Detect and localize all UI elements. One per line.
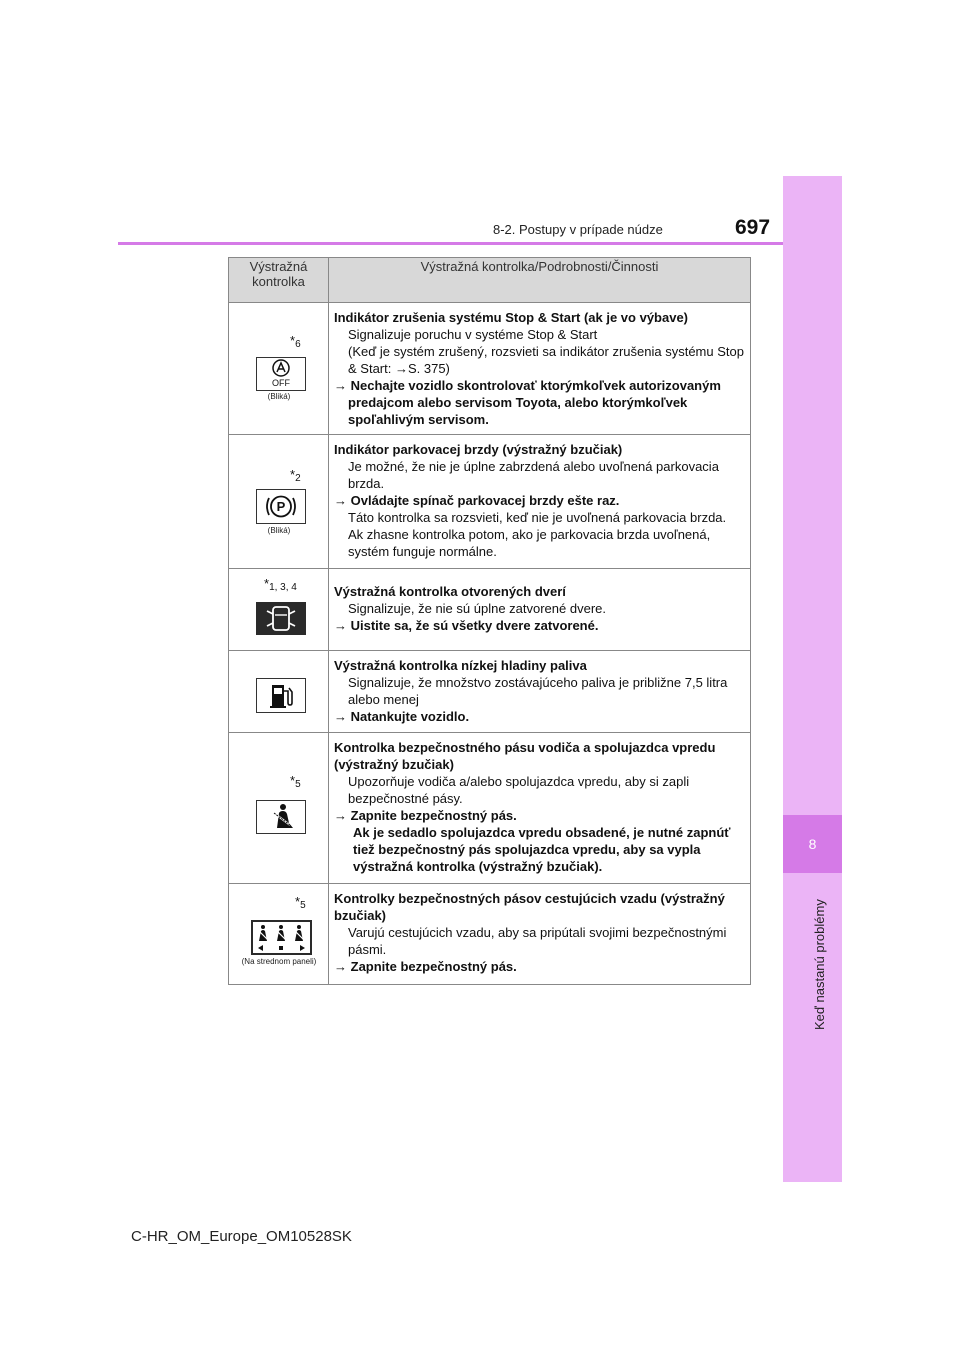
chapter-label: Keď nastanú problémy — [812, 899, 827, 1030]
details-cell — [329, 884, 751, 985]
section-title: 8-2. Postupy v prípade núdze — [493, 222, 663, 237]
table-row — [229, 651, 751, 733]
row-title: Kontrolky bezpečnostných pásov cestujúcich vzadu (výstražný bzučiak) — [334, 891, 725, 923]
indicator-cell — [229, 435, 329, 569]
footnote-marker: *$^6$ — [290, 333, 301, 350]
seatbelt-icon — [256, 800, 306, 834]
row-detail: Táto kontrolka sa rozsvieti, keď nie je uvoľnená parkovacia brzda. Ak zhasne kontrolka potom, ako je parkovacia brzda uvoľnená, systém funguje normálne. — [348, 510, 727, 559]
details-cell — [329, 435, 751, 569]
row-action-extra: Ak je sedadlo spolujazdca vpredu obsadené, je nutné zapnúť tiež bezpečnostný pás spolujazdca vpredu, aby sa vypla výstražná kontrolka (výstražný bzučiak). — [353, 825, 731, 874]
chapter-side-tab — [783, 176, 842, 1182]
details-cell — [329, 733, 751, 884]
low-fuel-icon — [256, 678, 306, 713]
row-detail: Upozorňuje vodiča a/alebo spolujazdca vpredu, aby si zapli bezpečnostné pásy. — [348, 774, 690, 806]
footnote-marker: *$^{1, 3, 4}$ — [264, 576, 297, 593]
row-detail: Signalizuje, že nie sú úplne zatvorené dvere. — [348, 601, 606, 616]
table-row — [229, 435, 751, 569]
table-row — [229, 569, 751, 651]
details-cell — [329, 569, 751, 651]
header-rule — [118, 242, 783, 245]
footnote-marker: *$^5$ — [290, 773, 301, 790]
row-title: Kontrolka bezpečnostného pásu vodiča a spolujazdca vpredu (výstražný bzučiak) — [334, 740, 716, 772]
rear-seatbelt-icon — [251, 920, 312, 955]
table-row — [229, 884, 751, 985]
row-title: Indikátor parkovacej brzdy (výstražný bzučiak) — [334, 442, 623, 457]
row-action: → Ovládajte spínač parkovacej brzdy ešte raz. — [334, 493, 620, 508]
details-cell — [329, 303, 751, 435]
indicator-cell — [229, 733, 329, 884]
indicator-note: (Na strednom paneli) — [241, 957, 317, 966]
chapter-number: 8 — [808, 836, 817, 852]
parking-brake-icon — [256, 489, 306, 524]
indicator-cell — [229, 651, 329, 733]
details-cell — [329, 651, 751, 733]
indicator-cell — [229, 303, 329, 435]
chapter-number-badge — [783, 815, 842, 873]
svg-text:OFF: OFF — [272, 378, 290, 388]
row-detail: Signalizuje, že množstvo zostávajúceho paliva je približne 7,5 litra alebo menej — [348, 675, 728, 707]
col-header-details: Výstražná kontrolka/Podrobnosti/Činnosti — [329, 258, 751, 303]
svg-text:P: P — [276, 499, 286, 514]
indicator-cell — [229, 569, 329, 651]
row-action: → Zapnite bezpečnostný pás. — [334, 959, 517, 974]
row-title: Výstražná kontrolka nízkej hladiny paliva — [334, 658, 587, 673]
indicator-cell — [229, 884, 329, 985]
table-row — [229, 303, 751, 435]
row-action: → Natankujte vozidlo. — [334, 709, 470, 724]
row-detail: Varujú cestujúcich vzadu, aby sa pripútali svojimi bezpečnostnými pásmi. — [348, 925, 727, 957]
row-detail: Signalizuje poruchu v systéme Stop & Start — [348, 327, 598, 342]
door-open-icon — [256, 602, 306, 635]
row-title: Výstražná kontrolka otvorených dverí — [334, 584, 566, 599]
row-action: → Uistite sa, že sú všetky dvere zatvorené. — [334, 618, 599, 633]
row-title: Indikátor zrušenia systému Stop & Start (ak je vo výbave) — [334, 310, 689, 325]
document-id: C-HR_OM_Europe_OM10528SK — [131, 1228, 352, 1245]
footnote-marker: *$^2$ — [290, 467, 301, 484]
indicator-note: (Bliká) — [267, 392, 291, 401]
row-detail: Je možné, že nie je úplne zabrzdená alebo uvoľnená parkovacia brzda. — [348, 459, 719, 491]
page-number: 697 — [735, 216, 771, 239]
indicator-note: (Bliká) — [267, 526, 291, 535]
stop-start-off-icon — [256, 357, 306, 391]
table-header-row — [229, 258, 751, 303]
warning-lights-table — [228, 257, 751, 985]
row-action: → Zapnite bezpečnostný pás. — [334, 808, 517, 823]
table-row — [229, 733, 751, 884]
row-action: → Nechajte vozidlo skontrolovať ktorýmkoľvek autorizovaným predajcom alebo servisom Toyota, alebo ktorýmkoľvek spoľahlivým servisom. — [334, 378, 721, 427]
row-detail: (Keď je systém zrušený, rozsvieti sa indikátor zrušenia systému Stop & Start: →S. 375) — [348, 344, 744, 376]
col-header-indicator: Výstražná kontrolka — [229, 258, 329, 303]
footnote-marker: *$^5$ — [295, 894, 306, 911]
